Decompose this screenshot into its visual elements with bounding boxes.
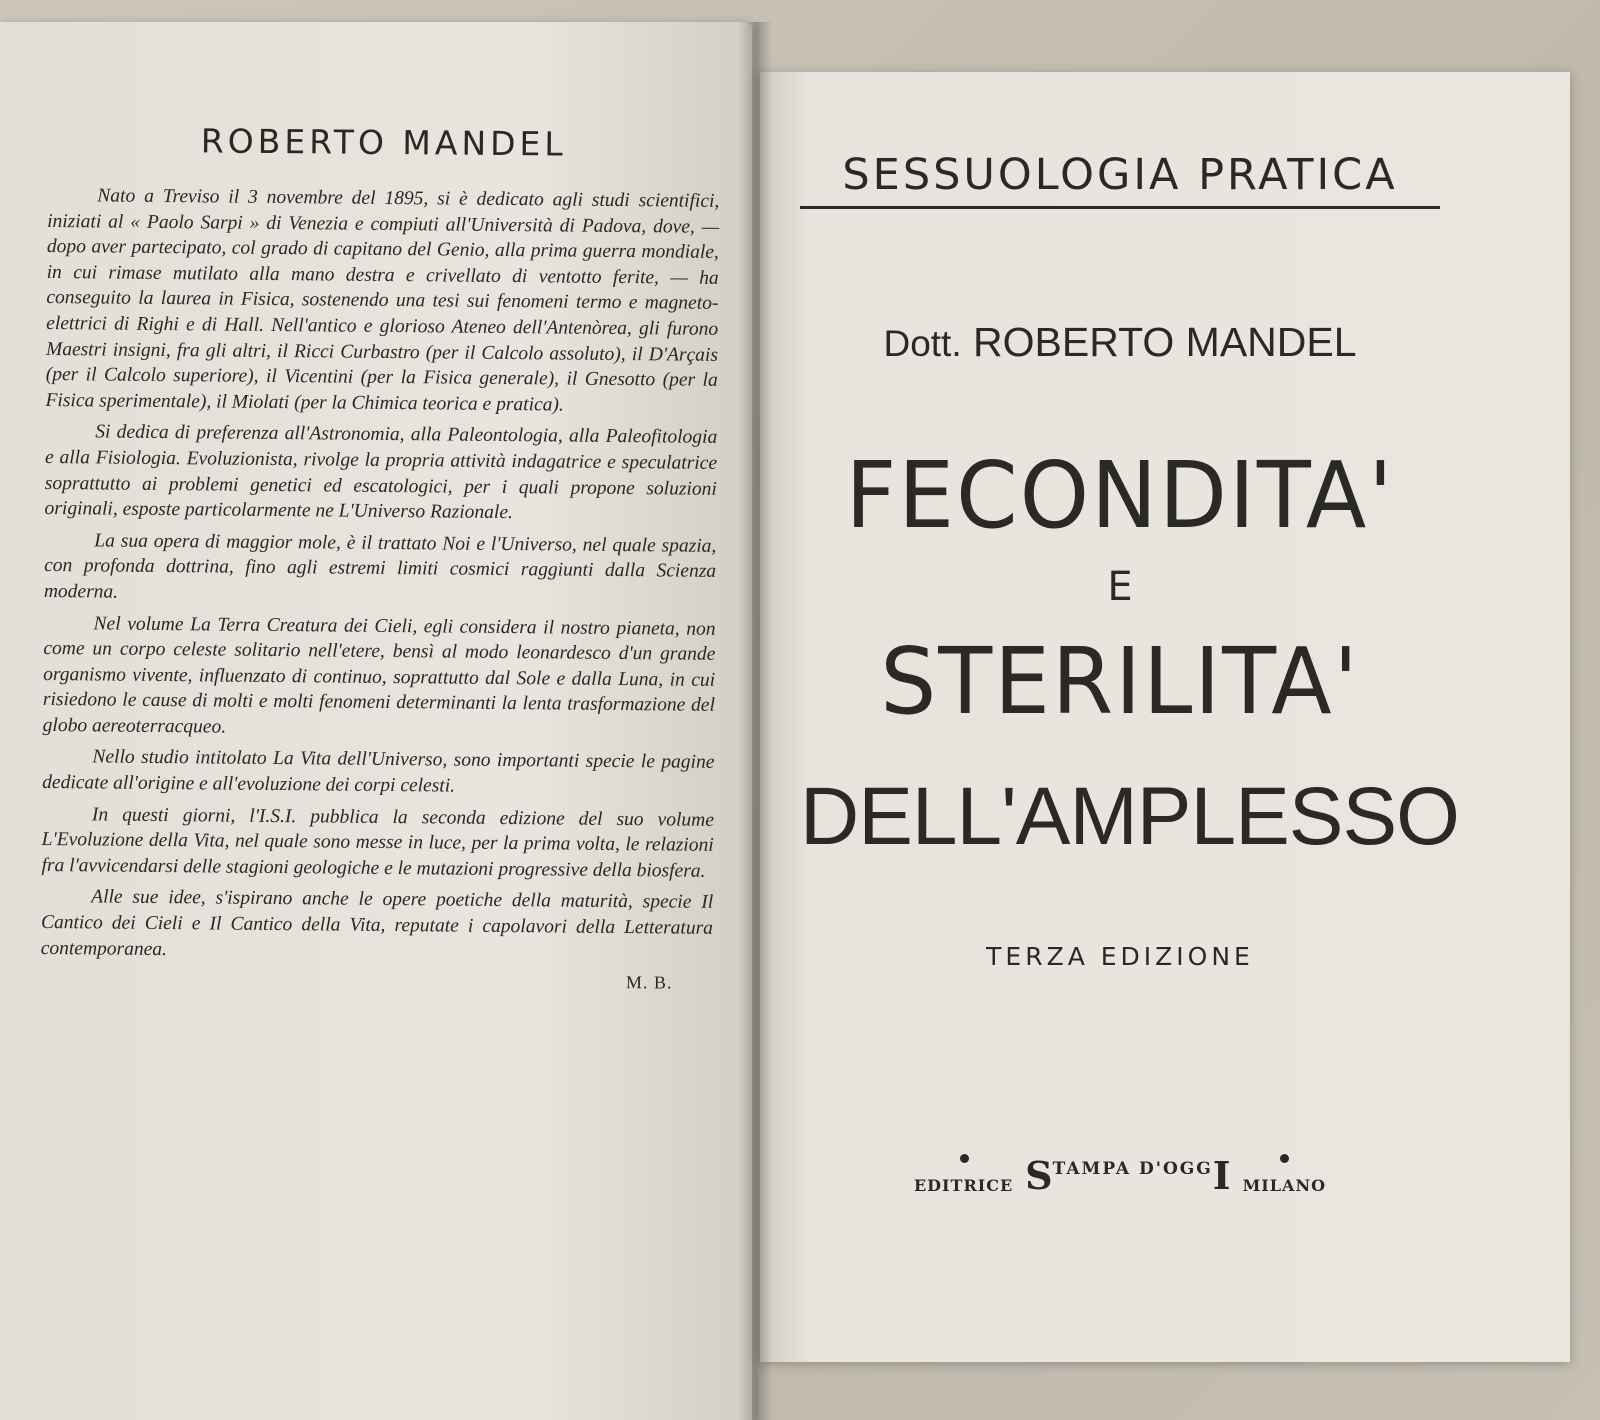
biography-text [41, 183, 720, 967]
bio-paragraph: Nel volume La Terra Creatura dei Cieli, egli considera il nostro pianeta, non come un corpo celeste solitario nell'etere, bensì al modo leonardesco d'un grande organismo vivente, influenzato di continuo, soprattutto dal Sole e dalla Luna, in cui risiedono le cause di molti e molti fenomeni determinanti la lenta trasformazione del globo aereoterracqueo. [42, 612, 716, 738]
series-title: SESSUOLOGIA PRATICA [800, 150, 1440, 209]
author-name: ROBERTO MANDEL [973, 319, 1357, 365]
book-title-conjunction: E [1107, 564, 1133, 610]
author-prefix: Dott. [883, 323, 962, 364]
bio-paragraph: Nato a Treviso il 3 novembre del 1895, si è dedicato agli studi scientifici, iniziati al « Paolo Sarpi » di Venezia e compiuti all'Università di Padova, dove, — dopo aver partecipato, col grado di capitano del Genio, alla prima guerra mondiale, in cui rimase mutilato alla mano destra e crivellato di ventotto ferite, — ha conseguito la laurea in Fisica, sostenendo una tesi sui fenomeni termo e magneto-elettrici di Righi e di Hall. Nell'antico e glorioso Ateneo dell'Antenòrea, gli furono Maestri insigni, fra gli altri, il Ricci Curbastro (per il Calcolo assoluto), il D'Arçais (per il Calcolo superiore), il Vicentini (per la Fisica generale), il Gnesotto (per la Fisica sperimentale), il Miolati (per la Chimica teorica e pratica). [45, 185, 720, 416]
title-page-author [800, 319, 1440, 366]
bio-paragraph: In questi giorni, l'I.S.I. pubblica la seconda edizione del suo volume L'Evoluzione della Vita, nel quale sono messe in luce, per la prima volta, le relazioni fra l'avvicendarsi delle stagioni geologiche e le mutazioni progressive della biosfera. [41, 804, 715, 882]
edition-label: TERZA EDIZIONE [986, 942, 1254, 971]
book-title-line-2: STERILITA' [880, 628, 1360, 735]
book-title-line-3: DELL'AMPLESSO [800, 771, 1459, 862]
publisher-city: MILANO [1242, 1176, 1326, 1195]
bio-paragraph: La sua opera di maggior mole, è il trattato Noi e l'Universo, nel quale spazia, con profonda dottrina, fino agli estremi limiti cosmici raggiunti dalla Scienza moderna. [43, 530, 717, 603]
publisher-prefix: EDITRICE [913, 1176, 1014, 1195]
bio-paragraph: Nello studio intitolato La Vita dell'Universo, sono importanti specie le pagine dedicate all'origine e all'evoluzione dei corpi celesti. [42, 746, 715, 797]
book-title-line-1: FECONDITA' [845, 442, 1395, 549]
publisher-cap-i: I [1212, 1153, 1231, 1198]
bio-paragraph: Alle sue idee, s'ispirano anche le opere poetiche della maturità, specie Il Cantico dei Cieli e Il Cantico della Vita, reputate i capolavori della Letteratura contemporanea. [40, 886, 714, 960]
publisher-imprint [800, 1153, 1440, 1198]
publisher-cap-s: S [1025, 1153, 1053, 1198]
publisher-middle: TAMPA D'OGG [1052, 1159, 1213, 1179]
title-page [800, 150, 1459, 1198]
book-spine-shadow [738, 22, 772, 1420]
signature-initials: M. B. [625, 972, 673, 993]
author-heading: ROBERTO MANDEL [200, 121, 567, 164]
publisher-name [1025, 1153, 1231, 1198]
bio-paragraph: Si dedica di preferenza all'Astronomia, alla Paleontologia, alla Paleofitologia e alla Fisiologia. Evoluzionista, rivolge la propria attività indagatrice e speculatrice soprattutto ai problemi genetici ed escatologici, per i quali propone soluzioni originali, esposte particolarmente ne L'Universo Razionale. [44, 421, 718, 524]
author-biography [40, 120, 720, 994]
